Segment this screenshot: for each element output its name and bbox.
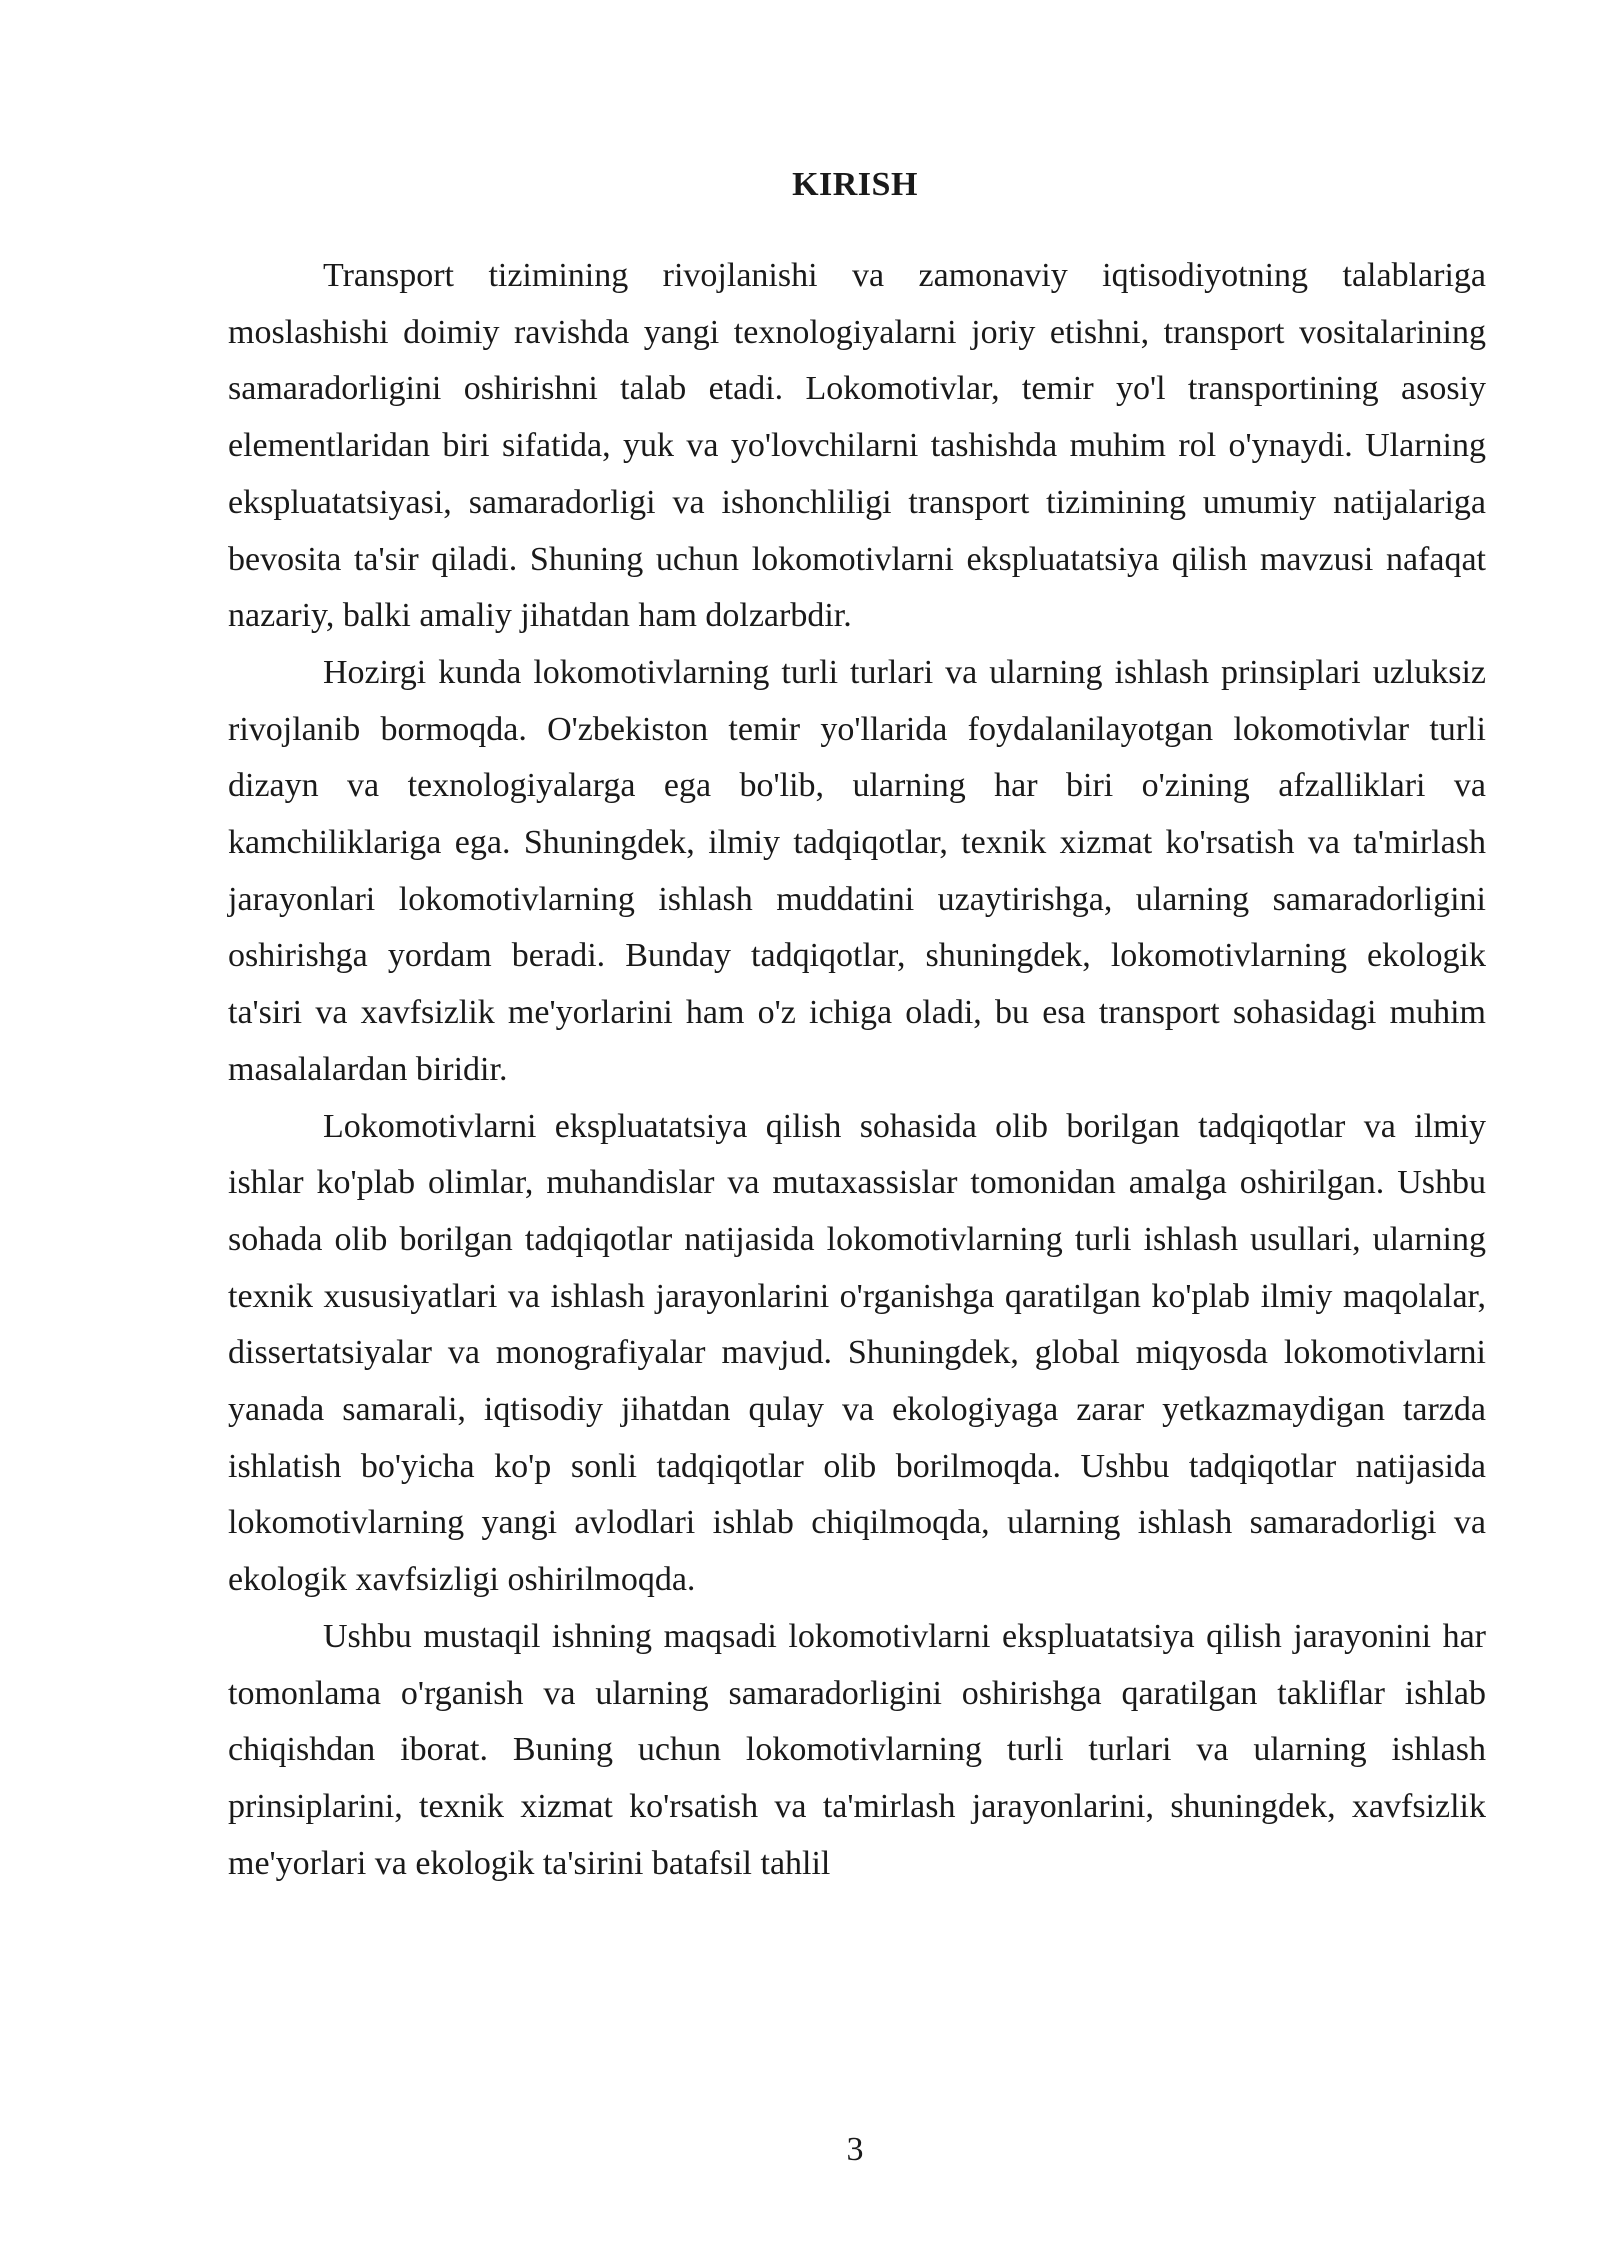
page-title: KIRISH xyxy=(792,166,918,203)
paragraph-3: Lokomotivlarni ekspluatatsiya qilish sohasida olib borilgan tadqiqotlar va ilmiy ishlar ko'plab olimlar, muhandislar va mutaxassislar tomonidan amalga oshirilgan. Ushbu sohada olib borilgan tadqiqotlar natijasida lokomotivlarning turli ishlash usullari, ularning texnik xususiyatlari va ishlash jarayonlarini o'rganishga qaratilgan ko'plab ilmiy maqolalar, dissertatsiyalar va monografiyalar mavjud. Shuningdek, global miqyosda lokomotivlarni yanada samarali, iqtisodiy jihatdan qulay va ekologiyaga zarar yetkazmaydigan tarzda ishlatish bo'yicha ko'p sonli tadqiqotlar olib borilmoqda. Ushbu tadqiqotlar natijasida lokomotivlarning yangi avlodlari ishlab chiqilmoqda, ularning ishlash samaradorligi va ekologik xavfsizligi oshirilmoqda. xyxy=(228,1107,1486,1599)
paragraph-4: Ushbu mustaqil ishning maqsadi lokomotivlarni ekspluatatsiya qilish jarayonini har tomonlama o'rganish va ularning samaradorligini oshirishga qaratilgan takliflar ishlab chiqishdan iborat. Buning uchun lokomotivlarning turli turlari va ularning ishlash prinsiplarini, texnik xizmat ko'rsatish va ta'mirlash jarayonlarini, shuningdek, xavfsizlik me'yorlari va ekologik ta'sirini batafsil tahlil xyxy=(228,1617,1486,1882)
paragraph-2: Hozirgi kunda lokomotivlarning turli turlari va ularning ishlash prinsiplari uzluksiz rivojlanib bormoqda. O'zbekiston temir yo'llarida foydalanilayotgan lokomotivlar turli dizayn va texnologiyalarga ega bo'lib, ularning har biri o'zining afzalliklari va kamchiliklariga ega. Shuningdek, ilmiy tadqiqotlar, texnik xizmat ko'rsatish va ta'mirlash jarayonlari lokomotivlarning ishlash muddatini uzaytirishga, ularning samaradorligini oshirishga yordam beradi. Bunday tadqiqotlar, shuningdek, lokomotivlarning ekologik ta'siri va xavfsizlik me'yorlarini ham o'z ichiga oladi, bu esa transport sohasidagi muhim masalalardan biridir. xyxy=(228,653,1486,1088)
page-number: 3 xyxy=(846,2131,864,2168)
document-body xyxy=(228,248,1486,1892)
paragraph-1: Transport tizimining rivojlanishi va zamonaviy iqtisodiyotning talablariga moslashishi doimiy ravishda yangi texnologiyalarni joriy etishni, transport vositalarining samaradorligini oshirishni talab etadi. Lokomotivlar, temir yo'l transportining asosiy elementlaridan biri sifatida, yuk va yo'lovchilarni tashishda muhim rol o'ynaydi. Ularning ekspluatatsiyasi, samaradorligi va ishonchliligi transport tizimining umumiy natijalariga bevosita ta'sir qiladi. Shuning uchun lokomotivlarni ekspluatatsiya qilish mavzusi nafaqat nazariy, balki amaliy jihatdan ham dolzarbdir. xyxy=(228,257,1486,635)
